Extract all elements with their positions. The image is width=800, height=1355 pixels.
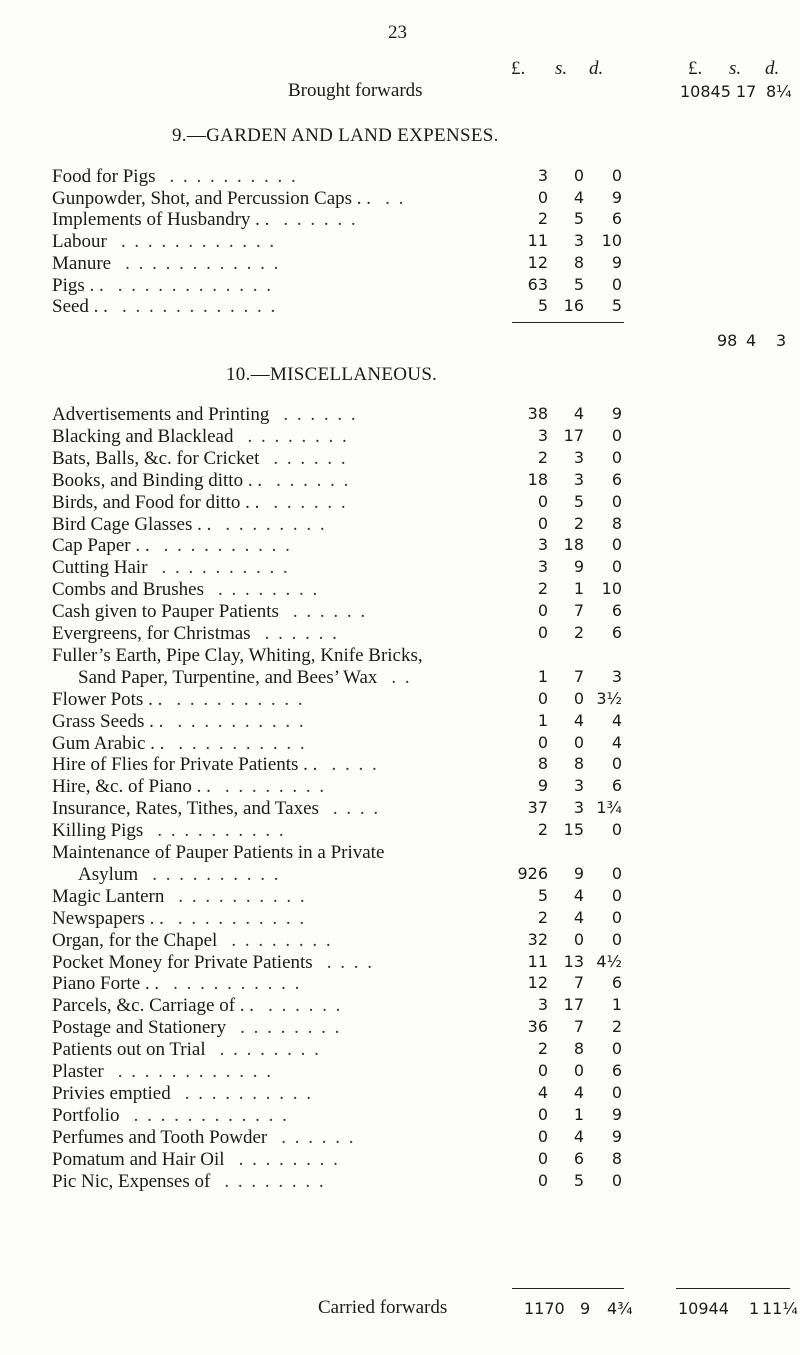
expense-row: [0, 995, 800, 1017]
amount-pounds: 37: [527, 798, 548, 818]
leader-dots: . . . . . .: [273, 447, 348, 469]
expense-label: Cutting Hair: [52, 557, 148, 579]
expense-label: Magic Lantern: [52, 885, 165, 907]
amount-pence: 3½: [596, 688, 622, 708]
leader-dots: . .: [385, 187, 406, 209]
expense-row: [0, 733, 800, 755]
leader-dots: . . . . . .: [292, 601, 368, 623]
expense-row: [0, 623, 800, 645]
leader-dots: . . . . . . . . . .: [157, 820, 286, 842]
leader-dots: . . . . . . . . . . . .: [133, 1104, 289, 1126]
carried-forward-total-pence: 11¼: [762, 1299, 798, 1318]
expense-label: Privies emptied: [52, 1082, 171, 1104]
expense-label: Sand Paper, Turpentine, and Bees’ Wax: [78, 666, 378, 688]
leader-dots: . . . . . . . .: [218, 579, 320, 601]
amount-pounds: 32: [527, 929, 548, 949]
amount-pounds: 0: [537, 1170, 548, 1190]
leader-dots: . . . .: [331, 754, 379, 776]
amount-pounds: 1: [537, 710, 548, 730]
amount-shillings: 4: [573, 885, 584, 905]
expense-label: Newspapers . .: [52, 907, 164, 929]
amount-pence: 10: [601, 231, 622, 251]
amount-pounds: 3: [537, 166, 548, 185]
amount-pounds: 0: [537, 187, 548, 207]
expense-label: Flower Pots . .: [52, 688, 163, 710]
garden-total-pence: 3: [776, 331, 787, 350]
leader-dots: . . . . . . . .: [238, 1148, 340, 1170]
amount-pounds: 926: [517, 863, 548, 883]
amount-pence: 1¾: [596, 798, 622, 818]
amount-shillings: 18: [563, 535, 584, 555]
amount-pounds: 5: [537, 885, 548, 905]
expense-row: [0, 1017, 800, 1039]
leader-dots: . . . . . . . . . .: [169, 166, 298, 187]
expense-label: Piano Forte . .: [52, 973, 160, 995]
amount-shillings: 0: [573, 732, 584, 752]
leader-dots: . .: [391, 666, 412, 688]
expense-label: Gunpowder, Shot, and Percussion Caps . .: [52, 187, 372, 209]
amount-shillings: 7: [573, 666, 584, 686]
expense-row: [0, 426, 800, 448]
expense-row: [0, 557, 800, 579]
expense-row: [0, 908, 800, 930]
amount-shillings: 4: [573, 1126, 584, 1146]
expense-label: Cash given to Pauper Patients: [52, 601, 279, 623]
amount-pounds: 2: [537, 209, 548, 229]
carried-forward-total-shillings: 1: [749, 1299, 760, 1318]
amount-shillings: 7: [573, 601, 584, 621]
amount-shillings: 8: [573, 1039, 584, 1059]
expense-row: [0, 645, 800, 667]
expense-label: Parcels, &c. Carriage of . .: [52, 995, 255, 1017]
expense-row: [0, 296, 800, 318]
amount-shillings: 5: [573, 209, 584, 229]
expense-label: Pigs . .: [52, 274, 104, 296]
expense-row: [0, 952, 800, 974]
expense-row: [0, 1083, 800, 1105]
expense-row: [0, 209, 800, 231]
amount-pounds: 36: [527, 1017, 548, 1037]
leader-dots: . . . . . . . . . .: [161, 557, 290, 579]
amount-pence: 9: [611, 252, 622, 272]
amount-shillings: 2: [573, 513, 584, 533]
amount-pence: 0: [611, 754, 622, 774]
amount-pounds: 2: [537, 579, 548, 599]
amount-pounds: 4: [537, 1082, 548, 1102]
amount-pounds: 0: [537, 1104, 548, 1124]
expense-row: [0, 188, 800, 210]
amount-pounds: 3: [537, 995, 548, 1015]
leader-dots: . . . .: [326, 951, 374, 973]
leader-dots: . . . . . . . . . .: [163, 535, 292, 557]
expense-label: Combs and Brushes: [52, 579, 204, 601]
expense-row: [0, 1149, 800, 1171]
expense-label: Perfumes and Tooth Powder: [52, 1126, 268, 1148]
expense-label: Gum Arabic . .: [52, 732, 165, 754]
amount-shillings: 17: [563, 995, 584, 1015]
amount-pounds: 0: [537, 1148, 548, 1168]
amount-pence: 6: [611, 469, 622, 489]
amount-pounds: 0: [537, 601, 548, 621]
amount-pence: 0: [611, 1082, 622, 1102]
amount-pence: 0: [611, 274, 622, 294]
amount-shillings: 8: [573, 252, 584, 272]
brought-forward-shillings: 17: [736, 82, 757, 101]
amount-shillings: 9: [573, 863, 584, 883]
expense-row: [0, 754, 800, 776]
amount-pounds: 12: [527, 252, 548, 272]
expense-label: Hire of Flies for Private Patients . .: [52, 754, 318, 776]
amount-shillings: 7: [573, 1017, 584, 1037]
expense-label: Hire, &c. of Piano . .: [52, 776, 211, 798]
amount-pounds: 2: [537, 907, 548, 927]
amount-pounds: 0: [537, 491, 548, 511]
expense-row: [0, 579, 800, 601]
expense-label: Seed . .: [52, 296, 108, 318]
expense-label: Pic Nic, Expenses of: [52, 1170, 211, 1192]
leader-dots: . . . . . .: [273, 491, 348, 513]
expense-row: [0, 231, 800, 253]
expense-row: [0, 930, 800, 952]
leader-dots: . . . . . . . .: [219, 1039, 321, 1061]
amount-pence: 6: [611, 776, 622, 796]
expense-row: [0, 711, 800, 733]
leader-dots: . . . . . . . . . .: [152, 863, 281, 885]
expense-label: Evergreens, for Christmas: [52, 623, 251, 644]
amount-pence: 0: [611, 885, 622, 905]
amount-shillings: 9: [573, 557, 584, 577]
expense-row: [0, 667, 800, 689]
amount-pence: 0: [611, 491, 622, 511]
amount-pence: 0: [611, 1170, 622, 1190]
amount-pounds: 2: [537, 1039, 548, 1059]
amount-pounds: 3: [537, 535, 548, 555]
amount-shillings: 6: [573, 1148, 584, 1168]
amount-pence: 8: [611, 1148, 622, 1168]
expense-row: [0, 253, 800, 275]
amount-pence: 1: [611, 995, 622, 1015]
amount-pence: 6: [611, 623, 622, 642]
leader-dots: . . . . . . . . . .: [173, 973, 302, 995]
expense-label: Maintenance of Pauper Patients in a Private: [52, 842, 385, 863]
expense-label: Implements of Husbandry . .: [52, 209, 270, 231]
amount-shillings: 3: [573, 447, 584, 467]
amount-shillings: 4: [573, 710, 584, 730]
amount-pence: 4: [611, 710, 622, 730]
leader-dots: . . . . . . . .: [224, 1170, 326, 1192]
amount-pence: 0: [611, 907, 622, 927]
amount-pence: 9: [611, 1126, 622, 1146]
carried-forward-total-pounds: 10944: [678, 1299, 729, 1318]
expense-row: [0, 1171, 800, 1193]
amount-pounds: 0: [537, 623, 548, 642]
expense-label: Cap Paper . .: [52, 535, 150, 557]
expense-label: Organ, for the Chapel: [52, 929, 218, 951]
leader-dots: . . . . . . . .: [231, 929, 333, 951]
expense-label: Fuller’s Earth, Pipe Clay, Whiting, Knife Bricks,: [52, 644, 423, 666]
amount-shillings: 5: [573, 491, 584, 511]
amount-shillings: 13: [563, 951, 584, 971]
col-header-pence: d.: [589, 58, 604, 79]
expense-row: [0, 886, 800, 908]
expense-row: [0, 689, 800, 711]
amount-shillings: 2: [573, 623, 584, 642]
leader-dots: . . . . . . . . . .: [178, 885, 307, 907]
amount-pounds: 38: [527, 404, 548, 423]
expense-row: [0, 973, 800, 995]
amount-pence: 0: [611, 1039, 622, 1059]
leader-dots: . . . . . . . . . .: [177, 710, 306, 732]
leader-dots: . . . . . . . .: [240, 1017, 342, 1039]
amount-shillings: 8: [573, 754, 584, 774]
col-header-pounds: £.: [511, 58, 526, 79]
amount-shillings: 0: [573, 166, 584, 185]
col-header-shillings-total: s.: [729, 58, 742, 79]
amount-shillings: 15: [563, 820, 584, 840]
amount-shillings: 3: [573, 469, 584, 489]
amount-pence: 0: [611, 447, 622, 467]
expense-row: [0, 1061, 800, 1083]
expense-row: [0, 275, 800, 297]
expense-row: [0, 776, 800, 798]
leader-dots: . . . . . . . . . .: [177, 907, 307, 929]
amount-pounds: 9: [537, 776, 548, 796]
leader-dots: . . . . . .: [264, 623, 339, 644]
amount-pence: 0: [611, 929, 622, 949]
expense-label: Labour: [52, 231, 107, 253]
amount-shillings: 4: [573, 907, 584, 927]
section-title-garden: 9.—GARDEN AND LAND EXPENSES.: [172, 125, 499, 146]
amount-pounds: 0: [537, 513, 548, 533]
leader-dots: . . . . . . . . . .: [184, 1082, 313, 1104]
amount-pounds: 0: [537, 732, 548, 752]
amount-pounds: 0: [537, 1126, 548, 1146]
amount-pounds: 11: [527, 231, 548, 251]
expense-row: [0, 404, 800, 426]
amount-pence: 0: [611, 820, 622, 840]
expense-label: Insurance, Rates, Tithes, and Taxes: [52, 798, 319, 820]
amount-pence: 0: [611, 166, 622, 185]
expense-label: Advertisements and Printing: [52, 404, 270, 425]
amount-shillings: 0: [573, 929, 584, 949]
brought-forward-label: Brought forwards: [288, 80, 423, 101]
amount-pence: 0: [611, 535, 622, 555]
amount-shillings: 4: [573, 1082, 584, 1102]
amount-pounds: 5: [537, 296, 548, 316]
amount-pounds: 0: [537, 688, 548, 708]
amount-shillings: 17: [563, 425, 584, 445]
col-header-pounds-total: £.: [688, 58, 703, 79]
garden-subtotal-rule: [512, 322, 624, 323]
amount-pence: 3: [611, 666, 622, 686]
amount-pounds: 3: [537, 425, 548, 445]
leader-dots: . . . . . . . . . . . .: [121, 296, 278, 318]
amount-shillings: 4: [573, 404, 584, 423]
leader-dots: . . . . . .: [281, 1126, 356, 1148]
expense-label: Food for Pigs: [52, 166, 156, 187]
carried-forward-sub-pence: 4¾: [607, 1299, 633, 1318]
expense-row: [0, 1039, 800, 1061]
amount-pence: 0: [611, 557, 622, 577]
expense-label: Books, and Binding ditto . .: [52, 469, 263, 491]
expense-row: [0, 492, 800, 514]
expense-label: Asylum: [78, 863, 139, 885]
amount-pence: 6: [611, 209, 622, 229]
leader-dots: . . . . . . . . . .: [178, 732, 307, 754]
carried-forward-label: Carried forwards: [318, 1297, 448, 1318]
amount-pounds: 2: [537, 820, 548, 840]
expense-row: [0, 601, 800, 623]
expense-label: Pomatum and Hair Oil: [52, 1148, 225, 1170]
amount-shillings: 3: [573, 798, 584, 818]
expense-label: Bird Cage Glasses . .: [52, 513, 212, 535]
leader-dots: . . . . . . . . . .: [176, 688, 305, 710]
garden-total-shillings: 4: [746, 331, 757, 350]
expense-label: Plaster: [52, 1061, 104, 1082]
amount-pence: 10: [601, 579, 622, 599]
amount-pence: 4½: [596, 951, 622, 971]
expense-row: [0, 1105, 800, 1127]
expense-label: Blacking and Blacklead: [52, 425, 234, 447]
amount-shillings: 3: [573, 231, 584, 251]
expense-row: [0, 448, 800, 470]
leader-dots: . . . . . .: [268, 995, 343, 1017]
leader-dots: . . . . . . . .: [225, 513, 327, 535]
amount-shillings: 1: [573, 579, 584, 599]
expense-row: [0, 535, 800, 557]
amount-pence: 9: [611, 404, 622, 423]
col-header-pence-total: d.: [765, 58, 780, 79]
expense-row: [0, 1127, 800, 1149]
expense-row: [0, 842, 800, 864]
expense-label: Postage and Stationery: [52, 1017, 227, 1039]
brought-forward-pence: 8¼: [766, 82, 792, 101]
amount-pence: 6: [611, 1061, 622, 1080]
amount-pounds: 11: [527, 951, 548, 971]
expense-label: Pocket Money for Private Patients: [52, 951, 313, 973]
expense-row: [0, 798, 800, 820]
amount-pence: 8: [611, 513, 622, 533]
expense-label: Killing Pigs: [52, 820, 144, 842]
expense-row: [0, 166, 800, 188]
expense-row: [0, 514, 800, 536]
amount-shillings: 5: [573, 1170, 584, 1190]
amount-pence: 0: [611, 425, 622, 445]
carried-forward-sub-shillings: 9: [580, 1299, 591, 1318]
leader-dots: . . . . . . . .: [247, 425, 349, 447]
amount-shillings: 0: [573, 1061, 584, 1080]
amount-pounds: 3: [537, 557, 548, 577]
amount-pence: 9: [611, 187, 622, 207]
leader-dots: . . . . . . . . . . . .: [125, 252, 281, 274]
brought-forward-pounds: 10845: [680, 82, 731, 101]
amount-pence: 2: [611, 1017, 622, 1037]
leader-dots: . . . . . . . .: [224, 776, 327, 798]
amount-shillings: 0: [573, 688, 584, 708]
section-title-misc: 10.—MISCELLANEOUS.: [226, 364, 438, 385]
leader-dots: . . . . . . . . . . . .: [117, 1061, 273, 1082]
garden-total-pounds: 98: [717, 331, 738, 350]
expense-row: [0, 470, 800, 492]
expense-label: Manure: [52, 252, 112, 274]
amount-pence: 5: [611, 296, 622, 316]
expense-row: [0, 820, 800, 842]
misc-subtotal-rule: [512, 1288, 624, 1289]
expense-label: Portfolio: [52, 1104, 120, 1126]
grand-total-rule: [676, 1288, 790, 1289]
col-header-shillings: s.: [555, 58, 568, 79]
expense-row: [0, 864, 800, 886]
expense-label: Grass Seeds . .: [52, 710, 164, 732]
amount-shillings: 4: [573, 187, 584, 207]
amount-pounds: 63: [527, 274, 548, 294]
amount-shillings: 3: [573, 776, 584, 796]
leader-dots: . . . .: [332, 798, 381, 820]
expense-label: Bats, Balls, &c. for Cricket: [52, 447, 260, 469]
amount-pounds: 1: [537, 666, 548, 686]
amount-shillings: 7: [573, 973, 584, 993]
expense-label: Birds, and Food for ditto . .: [52, 491, 260, 513]
leader-dots: . . . . . .: [276, 469, 351, 491]
amount-pounds: 18: [527, 469, 548, 489]
amount-pence: 4: [611, 732, 622, 752]
amount-pence: 6: [611, 601, 622, 621]
amount-shillings: 1: [573, 1104, 584, 1124]
amount-pounds: 12: [527, 973, 548, 993]
leader-dots: . . . . . .: [283, 404, 358, 425]
amount-pence: 9: [611, 1104, 622, 1124]
amount-pounds: 8: [537, 754, 548, 774]
expense-label: Patients out on Trial: [52, 1039, 206, 1061]
amount-pounds: 2: [537, 447, 548, 467]
page-number: 23: [388, 22, 407, 43]
amount-shillings: 16: [563, 296, 584, 316]
carried-forward-sub-pounds: 1170: [524, 1299, 565, 1318]
amount-pounds: 0: [537, 1061, 548, 1080]
amount-shillings: 5: [573, 274, 584, 294]
leader-dots: . . . . . . . . . . . .: [120, 231, 277, 253]
amount-pence: 0: [611, 863, 622, 883]
amount-pence: 6: [611, 973, 622, 993]
leader-dots: . . . . . . . . . . . .: [117, 274, 273, 296]
leader-dots: . . . . . .: [283, 209, 358, 231]
